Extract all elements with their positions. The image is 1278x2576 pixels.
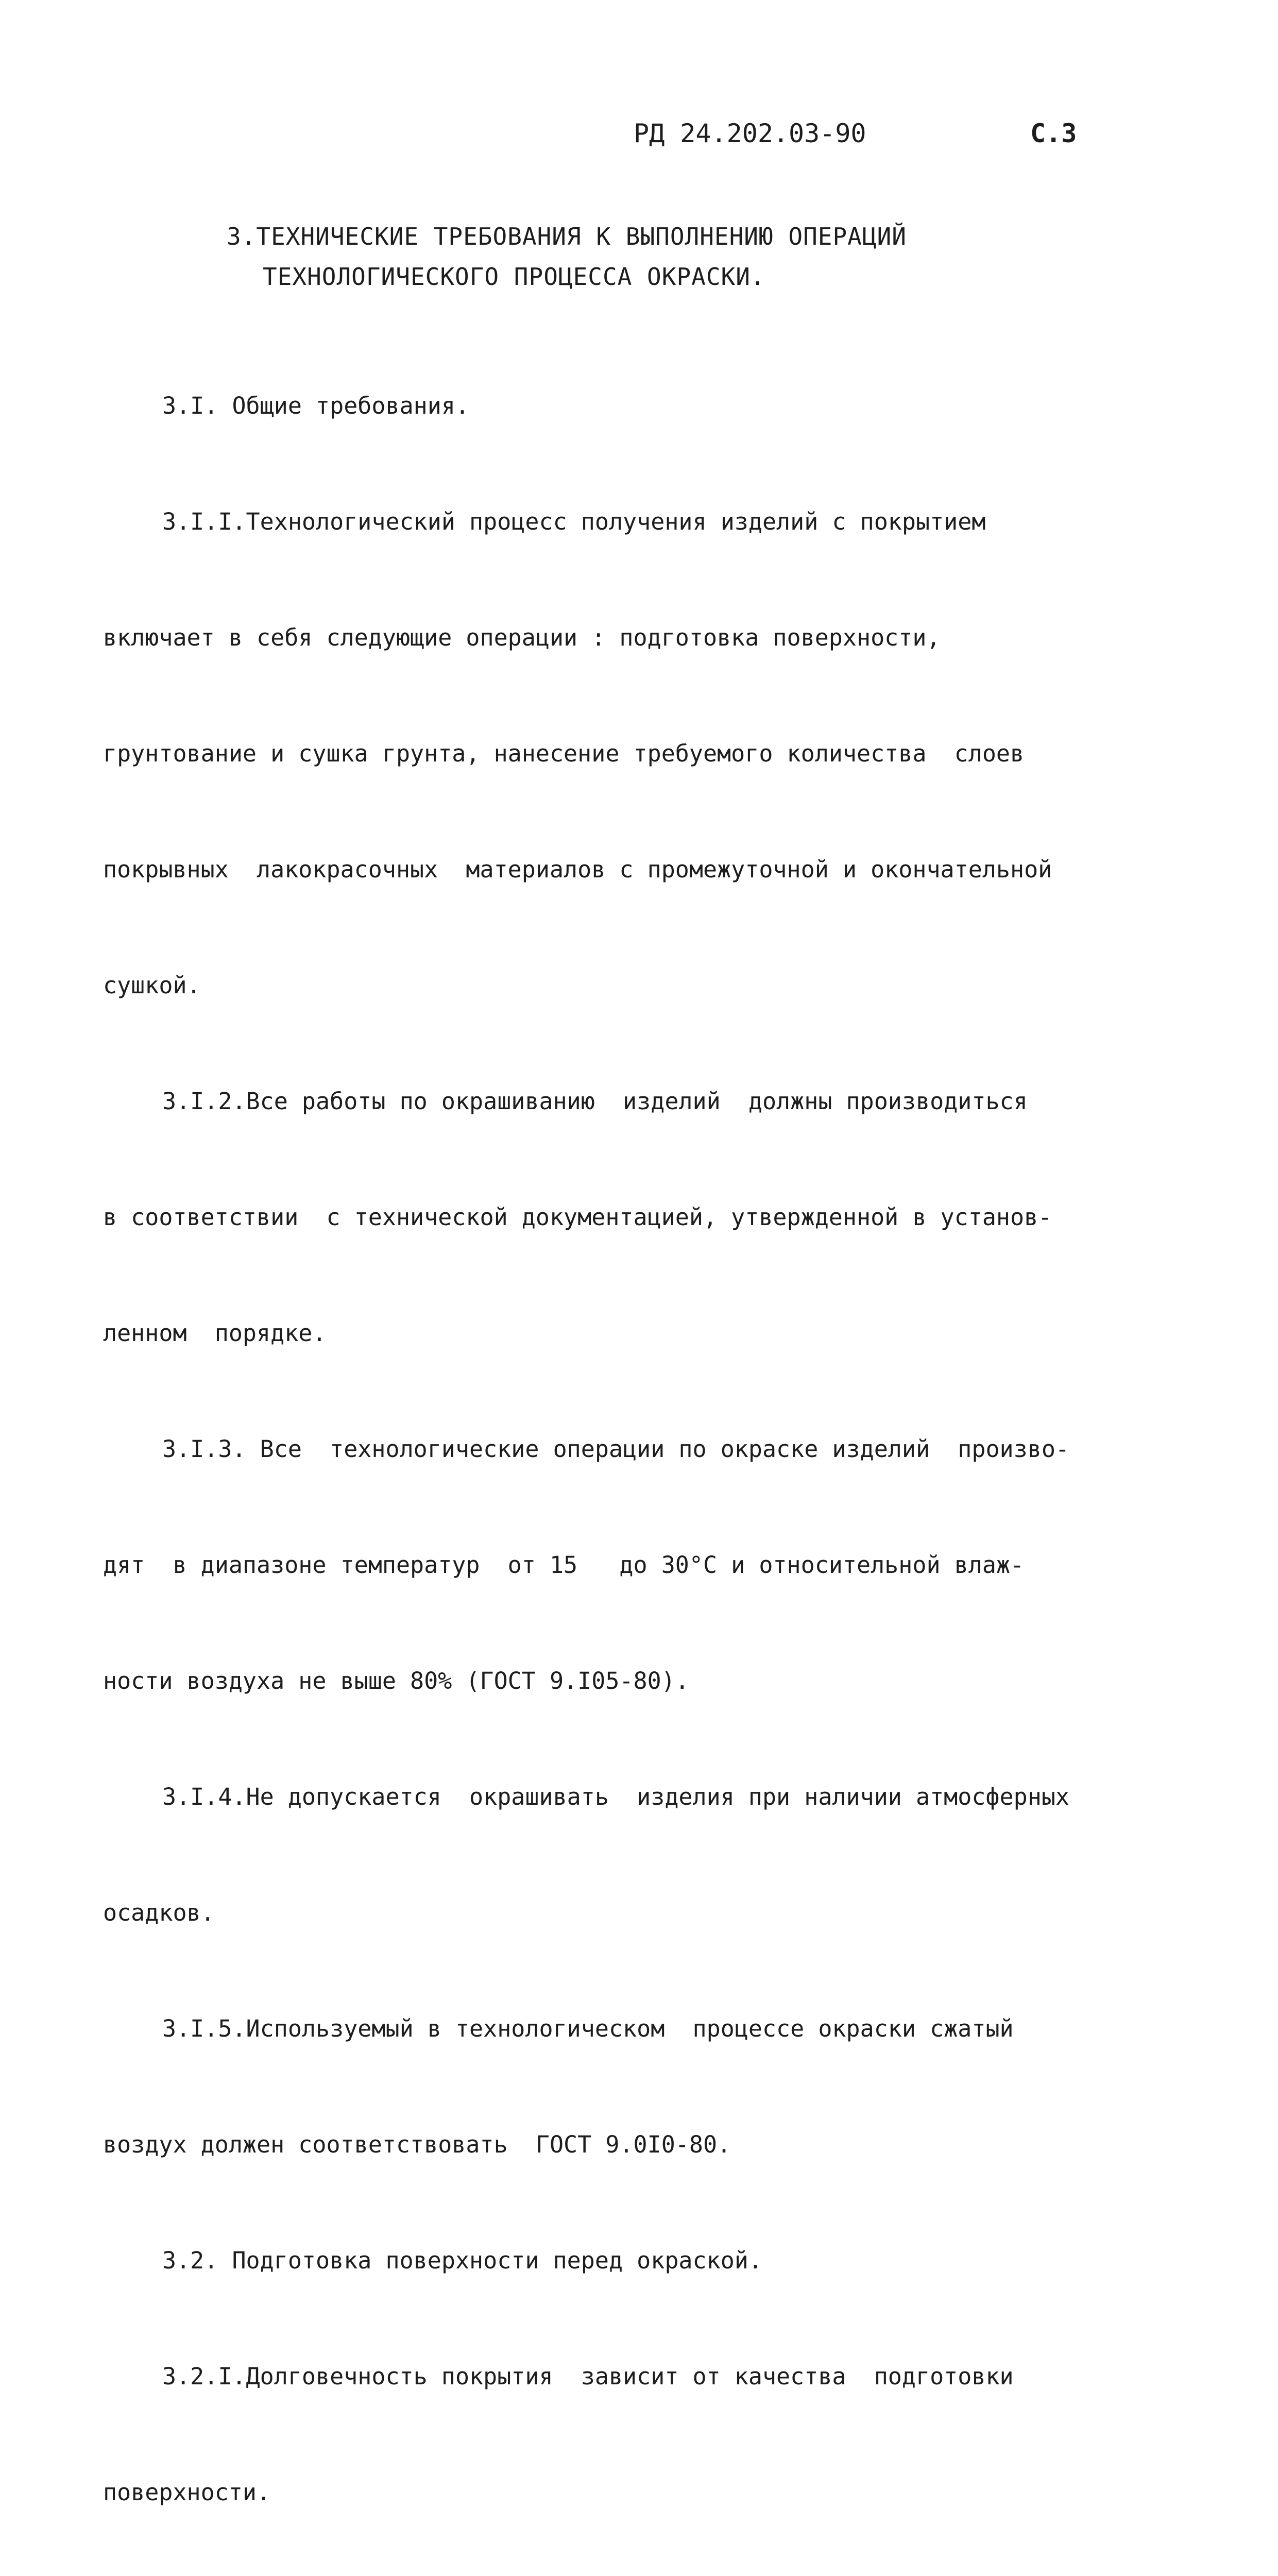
subsection-heading: 3.2. Подготовка поверхности перед окраской.	[162, 2247, 762, 2274]
paragraph-line: сушкой.	[103, 972, 201, 999]
paragraph-line: 3.I.I.Технологический процесс получения изделий с покрытием	[162, 508, 986, 535]
paragraph-line: воздух должен соответствовать ГОСТ 9.0I0-80.	[103, 2131, 731, 2158]
paragraph-line: осадков.	[103, 1899, 215, 1926]
paragraph-line: покрывных лакокрасочных материалов с промежуточной и окончательной	[103, 856, 1052, 883]
document-number: РД 24.202.03-90	[634, 118, 866, 148]
paragraph-line: в соответствии с технической документацией, утвержденной в установ-	[103, 1204, 1052, 1231]
subsection-heading: 3.I. Общие требования.	[162, 392, 470, 419]
paragraph-line: 3.2.I.Долговечность покрытия зависит от качества подготовки	[162, 2363, 1014, 2390]
paragraph-line: включает в себя следующие операции : подготовка поверхности,	[103, 624, 941, 651]
paragraph-line: ности воздуха не выше 80% (ГОСТ 9.I05-80).	[103, 1667, 689, 1694]
body-text	[103, 309, 1195, 2576]
page-header	[634, 118, 1097, 160]
paragraph-line: 3.I.5.Используемый в технологическом процессе окраски сжатый	[162, 2015, 1014, 2042]
section-title	[227, 216, 1102, 297]
paragraph-line: ленном порядке.	[103, 1319, 327, 1347]
paragraph-line: поверхности.	[103, 2479, 271, 2506]
section-title-line-2: ТЕХНОЛОГИЧЕСКОГО ПРОЦЕССА ОКРАСКИ.	[263, 263, 765, 291]
paragraph-line: грунтование и сушка грунта, нанесение требуемого количества слоев	[103, 740, 1025, 767]
paragraph-line: 3.I.2.Все работы по окрашиванию изделий должны производиться	[162, 1088, 1028, 1115]
page-number: С.3	[1030, 118, 1077, 148]
paragraph-line: дят в диапазоне температур от 15 до 30°С и относительной влаж-	[103, 1551, 1025, 1579]
paragraph-line: 3.I.4.Не допускается окрашивать изделия при наличии атмосферных	[162, 1783, 1069, 1810]
paragraph-line: 3.I.3. Все технологические операции по окраске изделий произво-	[162, 1435, 1069, 1463]
section-title-line-1: 3.ТЕХНИЧЕСКИЕ ТРЕБОВАНИЯ К ВЫПОЛНЕНИЮ ОПЕРАЦИЙ	[227, 223, 907, 250]
